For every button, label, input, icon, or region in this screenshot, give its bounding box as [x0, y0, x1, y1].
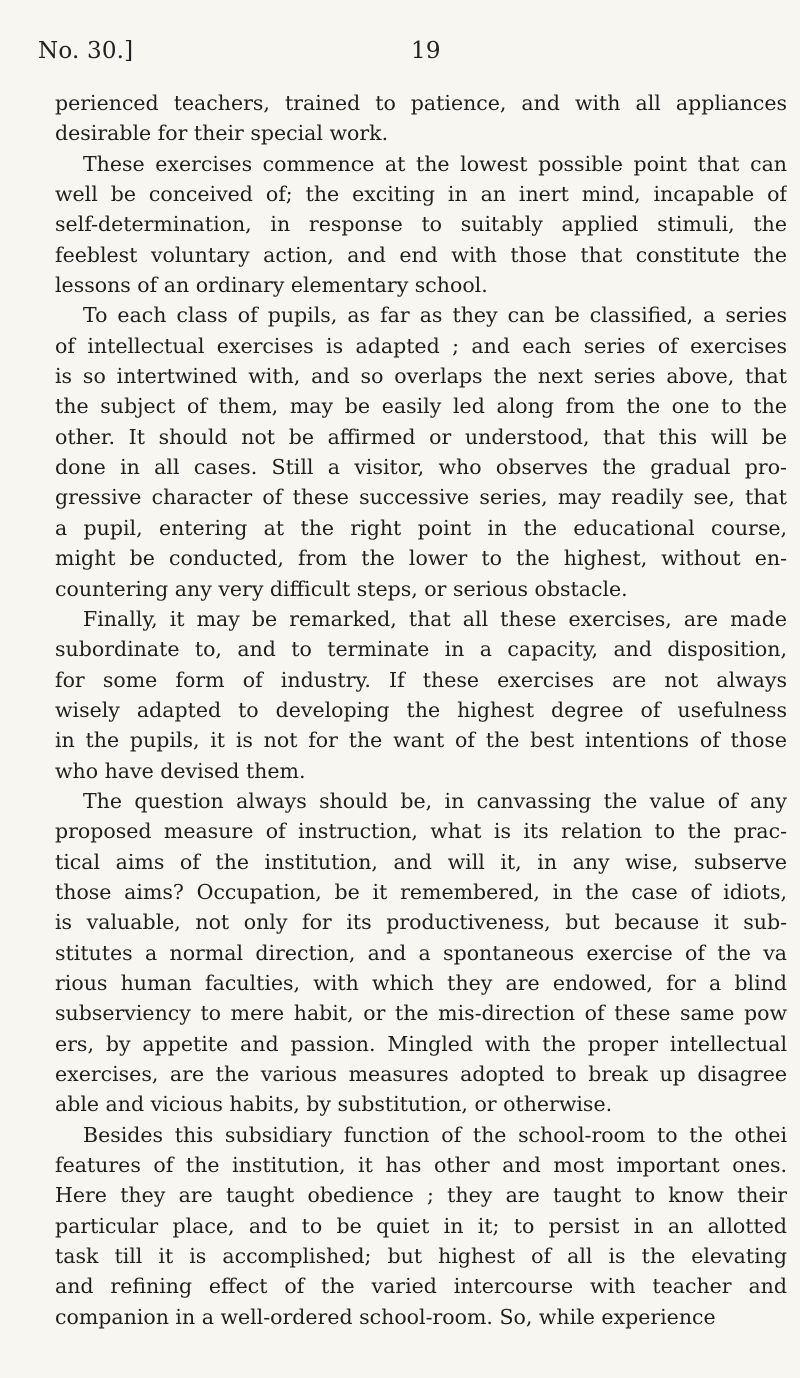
text-line-38: particular place, and to be quiet in it; to persist in an allotted [55, 1213, 787, 1238]
text-line-2: desirable for their special work. [55, 121, 389, 146]
text-line-9: of intellectual exercises is adapted ; and each series of exercises [55, 333, 787, 358]
text-line-36: features of the institution, it has other and most important ones. [55, 1153, 787, 1178]
text-line-29: stitutes a normal direction, and a spontaneous exercise of the va [55, 940, 787, 965]
text-line-41: companion in a well-ordered school-room. So, while experience [55, 1304, 716, 1329]
text-line-10: is so intertwined with, and so overlaps the next series above, that [55, 364, 787, 389]
running-head-number: No. 30.] [38, 38, 134, 64]
text-line-4: well be conceived of; the exciting in an inert mind, incapable of [55, 182, 787, 207]
text-line-35: Besides this subsidiary function of the school-room to the othei [83, 1122, 787, 1147]
text-line-1: perienced teachers, trained to patience, and with all appliances [55, 91, 787, 115]
text-line-14: gressive character of these successive series, may readily see, that [55, 485, 787, 510]
text-line-39: task till it is accomplished; but highest of all is the elevating [55, 1244, 787, 1269]
text-line-15: a pupil, entering at the right point in the educational course, [55, 515, 787, 540]
text-line-8: To each class of pupils, as far as they can be classified, a series [83, 303, 787, 328]
text-line-18: Finally, it may be remarked, that all these exercises, are made [83, 606, 787, 631]
text-line-5: self-determination, in response to suitably applied stimuli, the [55, 212, 787, 237]
text-line-11: the subject of them, may be easily led along from the one to the [55, 394, 787, 419]
text-line-13: done in all cases. Still a visitor, who observes the gradual pro- [55, 455, 787, 480]
text-line-6: feeblest voluntary action, and end with those that constitute the [55, 242, 787, 267]
text-line-34: able and vicious habits, by substitution, or otherwise. [55, 1092, 613, 1117]
text-line-28: is valuable, not only for its productiveness, but because it sub- [55, 910, 787, 935]
text-line-27: those aims? Occupation, be it remembered, in the case of idiots, [55, 879, 787, 904]
text-line-31: subserviency to mere habit, or the mis-direction of these same pow [55, 1001, 787, 1026]
text-line-37: Here they are taught obedience ; they are taught to know their [55, 1183, 787, 1208]
text-line-26: tical aims of the institution, and will it, in any wise, subserve [55, 849, 787, 874]
running-head [38, 38, 468, 78]
text-line-3: These exercises commence at the lowest possible point that can [83, 151, 787, 176]
text-line-12: other. It should not be affirmed or understood, that this will be [55, 424, 787, 449]
text-line-21: wisely adapted to developing the highest degree of usefulness [55, 697, 787, 722]
text-line-25: proposed measure of instruction, what is its relation to the prac- [55, 819, 787, 844]
text-line-16: might be conducted, from the lower to the highest, without en- [55, 546, 787, 571]
text-line-19: subordinate to, and to terminate in a capacity, and disposition, [55, 637, 787, 662]
text-line-17: countering any very difficult steps, or serious obstacle. [55, 576, 628, 601]
page-number: 19 [411, 38, 441, 64]
text-line-24: The question always should be, in canvassing the value of any [83, 788, 787, 813]
text-line-7: lessons of an ordinary elementary school. [55, 273, 488, 298]
text-line-23: who have devised them. [55, 758, 306, 783]
text-line-33: exercises, are the various measures adopted to break up disagree [55, 1062, 787, 1086]
text-line-30: rious human faculties, with which they are endowed, for a blind [55, 970, 787, 995]
body-text [55, 88, 787, 1332]
text-line-20: for some form of industry. If these exercises are not always [55, 667, 787, 692]
text-line-40: and refining effect of the varied intercourse with teacher and [55, 1274, 787, 1299]
text-line-32: ers, by appetite and passion. Mingled with the proper intellectual [55, 1031, 787, 1056]
text-line-22: in the pupils, it is not for the want of the best intentions of those [55, 728, 787, 753]
